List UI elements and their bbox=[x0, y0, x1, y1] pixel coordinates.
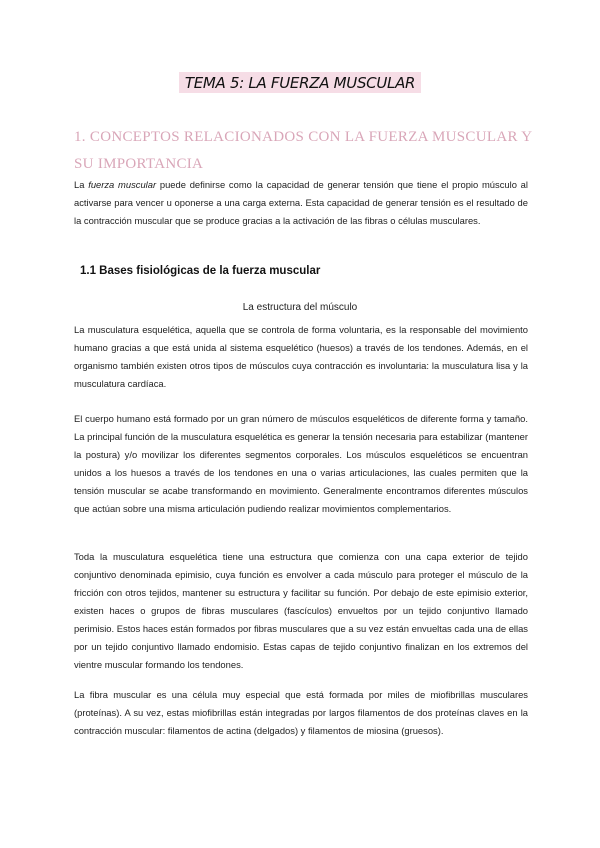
paragraph-4: La fibra muscular es una célula muy especial que está formada por miles de miofibrillas musculares (proteínas). A su vez, estas miofibrillas están integradas por largos filamentos de dos proteínas claves en la contracción muscular: filamentos de actina (delgados) y filamentos de miosina (gruesos). bbox=[74, 689, 528, 736]
subsection-heading: 1.1 Bases fisiológicas de la fuerza muscular bbox=[80, 265, 321, 277]
paragraph-2: El cuerpo humano está formado por un gran número de músculos esqueléticos de diferente forma y tamaño. La principal función de la musculatura esquelética es generar la tensión necesaria para estabilizar (mantener la postura) y/o movilizar los diferentes segmentos corporales. Los músculos esqueléticos se encuentran unidos a los huesos a través de los tendones en una o varias articulaciones, las cuales permiten que la tensión muscular se acabe transformando en movimiento. Generalmente encontramos diferentes músculos que actúan sobre una misma articulación pudiendo realizar movimientos complementarios. bbox=[74, 413, 528, 514]
paragraph-1: La musculatura esquelética, aquella que se controla de forma voluntaria, es la responsable del movimiento humano gracias a que está unida al sistema esquelético (huesos) a través de los tendones. Además, en el organismo también existen otros tipos de músculos cuya contracción es involuntaria: la musculatura lisa y la musculatura cardíaca. bbox=[74, 324, 528, 389]
paragraph-3: Toda la musculatura esquelética tiene una estructura que comienza con una capa exterior de tejido conjuntivo denominada epimisio, cuya función es envolver a cada músculo para proteger el músculo de la fricción con otros tejidos, mantener su estructura y facilitar su función. Por debajo de este epimisio exterior, existen haces o grupos de fibras musculares (fascículos) envueltos por un tejido conjuntivo llamado perimisio. Estos haces están formados por fibras musculares que a su vez están envueltas cada una de ellas por un tejido conjuntivo llamado endomisio. Estas capas de tejido conjuntivo finalizan en los extremos del vientre muscular formando los tendones. bbox=[74, 551, 528, 670]
document-title: TEMA 5: LA FUERZA MUSCULAR bbox=[179, 72, 421, 93]
term-fuerza-muscular: fuerza muscular bbox=[88, 179, 157, 190]
subtitle: La estructura del músculo bbox=[242, 302, 358, 313]
intro-paragraph: La fuerza muscular puede definirse como la capacidad de generar tensión que tiene el propio músculo al activarse para vencer u oponerse a una carga externa. Esta capacidad de generar tensión es el resultado de la contracción muscular que se produce gracias a la activación de las fibras o células musculares. bbox=[74, 179, 528, 226]
section-heading: 1. CONCEPTOS RELACIONADOS CON LA FUERZA MUSCULAR Y SU IMPORTANCIA bbox=[74, 129, 532, 172]
